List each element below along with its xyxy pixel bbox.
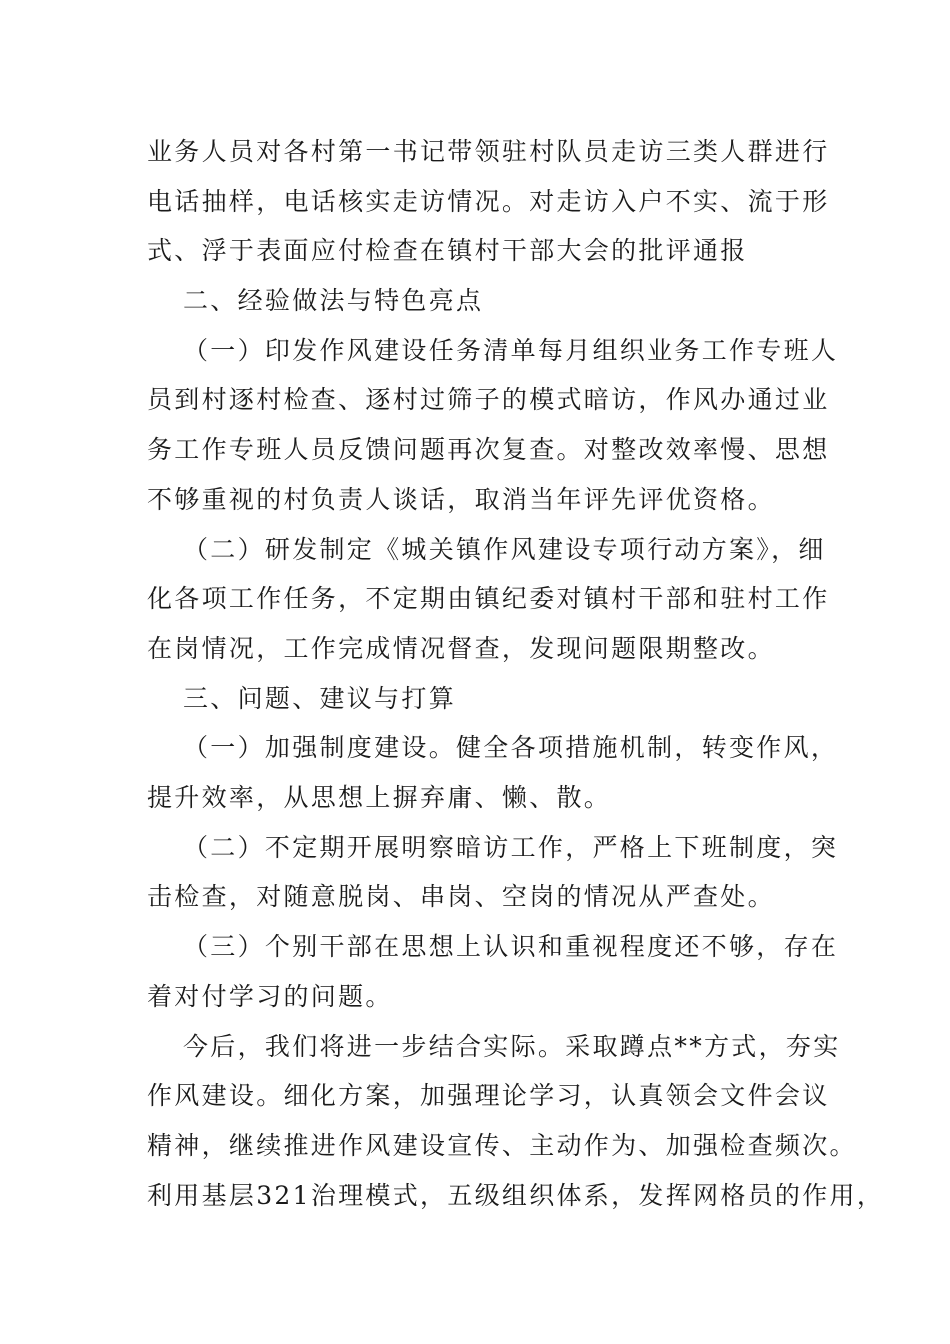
body-line: 员到村逐村检查、逐村过筛子的模式暗访，作风办通过业 bbox=[147, 385, 830, 414]
body-line: 作风建设。细化方案，加强理论学习，认真领会文件会议 bbox=[147, 1081, 830, 1110]
body-line: 击检查，对随意脱岗、串岗、空岗的情况从严查处。 bbox=[147, 882, 775, 911]
body-line: 电话抽样，电话核实走访情况。对走访入户不实、流于形 bbox=[147, 187, 830, 216]
section-heading: 三、问题、建议与打算 bbox=[183, 684, 457, 713]
body-line: 化各项工作任务，不定期由镇纪委对镇村干部和驻村工作 bbox=[147, 584, 830, 613]
body-line: 提升效率，从思想上摒弃庸、懒、散。 bbox=[147, 783, 612, 812]
body-line: 在岗情况，工作完成情况督查，发现问题限期整改。 bbox=[147, 634, 775, 663]
body-line: （二）不定期开展明察暗访工作，严格上下班制度，突 bbox=[183, 833, 839, 862]
body-line: （三）个别干部在思想上认识和重视程度还不够，存在 bbox=[183, 932, 839, 961]
body-line: 着对付学习的问题。 bbox=[147, 982, 393, 1011]
body-line: （二）研发制定《城关镇作风建设专项行动方案》，细 bbox=[183, 535, 826, 564]
body-line: 务工作专班人员反馈问题再次复查。对整改效率慢、思想 bbox=[147, 435, 830, 464]
body-line: 式、浮于表面应付检查在镇村干部大会的批评通报 bbox=[147, 236, 748, 265]
section-heading: 二、经验做法与特色亮点 bbox=[183, 286, 484, 315]
body-line: （一）加强制度建设。健全各项措施机制，转变作风， bbox=[183, 733, 839, 762]
body-line: （一）印发作风建设任务清单每月组织业务工作专班人 bbox=[183, 336, 839, 365]
body-line: 不够重视的村负责人谈话，取消当年评先评优资格。 bbox=[147, 485, 775, 514]
body-line: 利用基层321治理模式，五级组织体系，发挥网格员的作用， bbox=[147, 1181, 885, 1210]
body-line: 业务人员对各村第一书记带领驻村队员走访三类人群进行 bbox=[147, 137, 830, 166]
body-line: 今后，我们将进一步结合实际。采取蹲点**方式，夯实 bbox=[183, 1032, 841, 1061]
body-line: 精神，继续推进作风建设宣传、主动作为、加强检查频次。 bbox=[147, 1131, 857, 1160]
